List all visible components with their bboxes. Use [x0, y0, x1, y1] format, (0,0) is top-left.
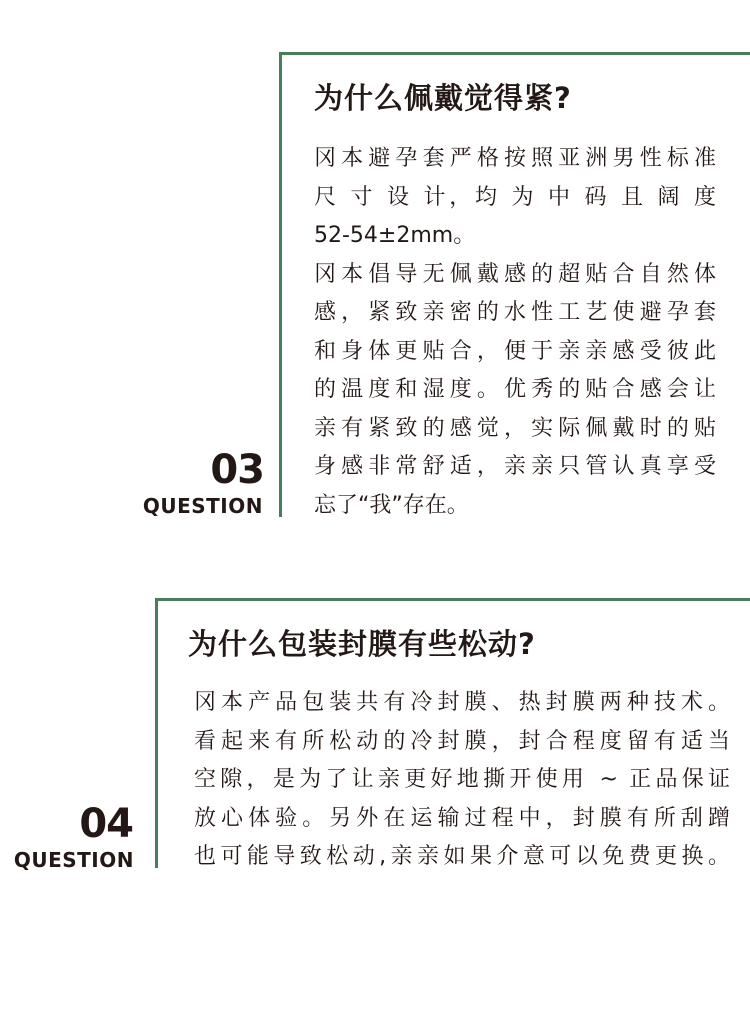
answer-line: 感，紧致亲密的水性工艺使避孕套: [314, 300, 716, 325]
answer-line: 的温度和湿度。优秀的贴合感会让: [314, 377, 716, 402]
question-3-label: QUESTION: [142, 494, 263, 518]
question-4-frame-top-line: [155, 598, 750, 601]
answer-line: 尺 寸 设 计，均 为 中 码 且 阔 度: [314, 184, 716, 210]
answer-line: 放心体验。另外在运输过程中，封膜有所刮蹭: [194, 805, 730, 831]
question-3-answer: [314, 140, 716, 525]
question-4-number: 04: [79, 801, 133, 847]
answer-line: 冈本产品包装共有冷封膜、热封膜两种技术。: [194, 690, 730, 715]
answer-line: 冈本避孕套严格按照亚洲男性标准: [314, 146, 716, 171]
answer-line: 看起来有所松动的冷封膜，封合程度留有适当: [194, 728, 730, 754]
answer-line: 和身体更贴合，便于亲亲感受彼此: [314, 338, 716, 364]
answer-line: 空隙，是为了让亲更好地撕开使用 ~ 正品保证: [194, 767, 730, 792]
answer-line: 冈本倡导无佩戴感的超贴合自然体: [314, 261, 716, 287]
question-4-answer: [194, 684, 730, 877]
answer-line: 52-54±2mm。: [314, 223, 476, 248]
answer-line: 身感非常舒适，亲亲只管认真享受: [314, 454, 716, 479]
question-3-number: 03: [210, 447, 264, 493]
question-4-frame-left-line: [155, 598, 158, 868]
answer-line: 忘了“我”存在。: [314, 492, 469, 518]
question-3-frame-left-line: [279, 52, 282, 517]
question-3-frame-top-line: [279, 52, 750, 55]
answer-line: 亲有紧致的感觉，实际佩戴时的贴: [314, 415, 716, 441]
question-3-title: 为什么佩戴觉得紧?: [314, 81, 572, 115]
question-4-title: 为什么包装封膜有些松动?: [188, 627, 536, 661]
answer-line: 也可能导致松动,亲亲如果介意可以免费更换。: [194, 844, 730, 869]
question-4-label: QUESTION: [13, 848, 134, 872]
